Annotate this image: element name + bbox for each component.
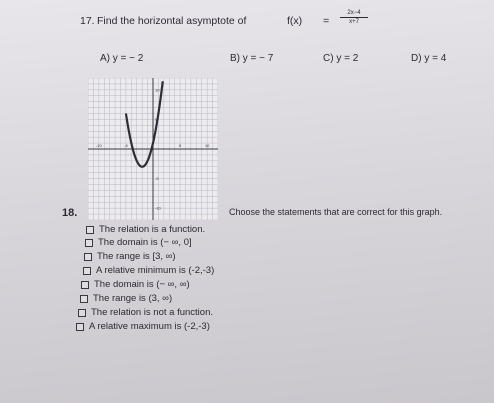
choice-letter: C)	[323, 53, 334, 64]
y-tick-label: -5	[155, 176, 159, 182]
question-17-number: 17.	[80, 15, 95, 27]
option-label: A relative minimum is (-2,-3)	[96, 265, 215, 276]
answer-choice-c[interactable]	[323, 53, 358, 64]
equals-sign: =	[323, 15, 330, 27]
y-tick-label: 5	[155, 116, 158, 122]
answer-choice-b[interactable]	[230, 53, 273, 64]
x-tick-label: -10	[95, 143, 102, 148]
checkbox[interactable]	[84, 253, 92, 261]
option-label: A relative maximum is (-2,-3)	[89, 321, 210, 332]
x-tick-label: -5	[124, 143, 128, 148]
option-relation-not-function[interactable]	[78, 307, 213, 318]
option-domain-all-reals[interactable]	[81, 279, 190, 290]
option-label: The relation is a function.	[99, 224, 206, 235]
answer-choice-d[interactable]	[411, 53, 446, 64]
option-label: The domain is (− ∞, ∞)	[94, 279, 190, 290]
function-label: f(x)	[287, 15, 303, 27]
choice-letter: B)	[230, 53, 240, 64]
choice-text: y = 4	[424, 53, 447, 64]
option-domain-neg-inf-to-zero[interactable]	[85, 237, 192, 248]
rational-function-fraction	[340, 10, 368, 25]
option-label: The relation is not a function.	[91, 307, 213, 318]
checkbox[interactable]	[83, 267, 91, 275]
option-relation-is-function[interactable]	[86, 224, 205, 235]
checkbox[interactable]	[85, 239, 93, 247]
parabola-graph	[88, 78, 218, 220]
checkbox[interactable]	[78, 309, 86, 317]
question-18-number: 18.	[62, 207, 78, 219]
option-relative-minimum[interactable]	[83, 265, 214, 276]
choice-letter: A)	[100, 53, 110, 64]
checkbox[interactable]	[86, 226, 94, 234]
fraction-numerator: 2x−4	[340, 10, 368, 18]
x-tick-label: 5	[178, 143, 182, 148]
checkbox[interactable]	[81, 281, 89, 289]
checkbox[interactable]	[76, 323, 84, 331]
question-17-prompt: Find the horizontal asymptote of	[97, 15, 247, 27]
answer-choice-a[interactable]	[100, 53, 143, 64]
choice-letter: D)	[411, 53, 422, 64]
option-label: The range is (3, ∞)	[93, 293, 173, 304]
y-tick-label: -10	[155, 205, 161, 211]
choice-text: y = − 2	[112, 53, 144, 64]
choice-text: y = 2	[336, 53, 359, 64]
y-tick-label: 10	[155, 87, 160, 93]
option-label: The domain is (− ∞, 0]	[98, 237, 192, 248]
choice-text: y = − 7	[242, 53, 274, 64]
option-range-open-3[interactable]	[80, 293, 172, 304]
x-tick-label: 10	[204, 143, 210, 148]
option-range-closed-3[interactable]	[84, 251, 176, 262]
option-label: The range is [3, ∞)	[97, 251, 176, 262]
checkbox[interactable]	[80, 295, 88, 303]
question-18-prompt: Choose the statements that are correct for this graph.	[229, 207, 443, 217]
fraction-denominator: x+7	[349, 19, 359, 25]
option-relative-maximum[interactable]	[76, 321, 210, 332]
